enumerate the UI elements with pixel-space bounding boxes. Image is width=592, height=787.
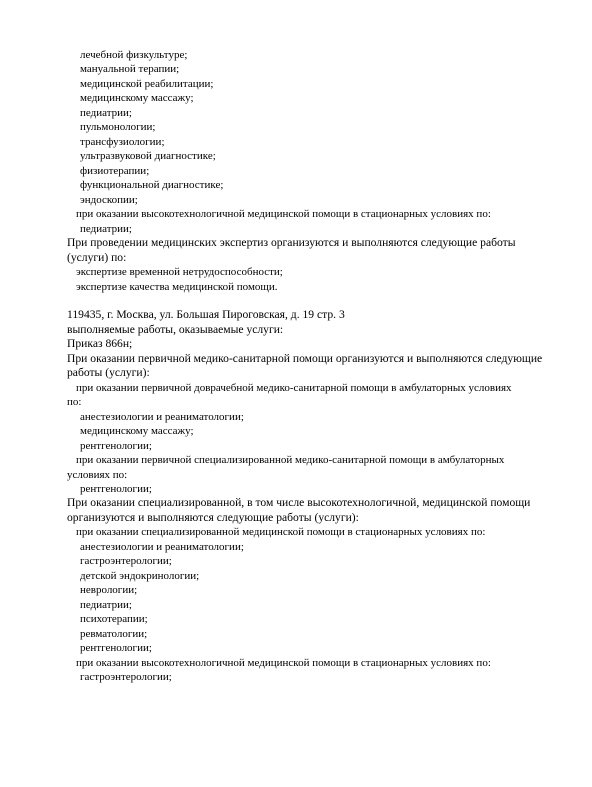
section-heading: при оказании первичной специализированной медико-санитарной помощи в амбулаторных xyxy=(76,454,505,466)
list-item: эндоскопии; xyxy=(80,194,138,206)
list-item: медицинской реабилитации; xyxy=(80,78,214,90)
list-item: ревматологии; xyxy=(80,628,148,640)
list-item: рентгенологии; xyxy=(80,440,152,452)
paragraph-line: (услуги) по: xyxy=(67,251,127,264)
list-item: трансфузиологии; xyxy=(80,136,165,148)
list-item: мануальной терапии; xyxy=(80,63,180,75)
list-item: экспертизе качества медицинской помощи. xyxy=(76,281,278,293)
works-label: выполняемые работы, оказываемые услуги: xyxy=(67,323,284,336)
paragraph-line: При оказании специализированной, в том числе высокотехнологичной, медицинской помощи xyxy=(67,496,531,509)
list-item: функциональной диагностике; xyxy=(80,179,224,191)
section-heading: при оказании специализированной медицинской помощи в стационарных условиях по: xyxy=(76,526,486,538)
section-heading: при оказании высокотехнологичной медицинской помощи в стационарных условиях по: xyxy=(76,208,491,220)
list-item: педиатрии; xyxy=(80,107,132,119)
list-item: детской эндокринологии; xyxy=(80,570,200,582)
paragraph-line: При проведении медицинских экспертиз организуются и выполняются следующие работы xyxy=(67,236,516,249)
paragraph-line: работы (услуги): xyxy=(67,366,150,379)
section-heading: при оказании первичной доврачебной медико-санитарной помощи в амбулаторных условиях xyxy=(76,382,512,394)
section-heading-cont: условиях по: xyxy=(67,469,128,481)
paragraph-line: При оказании первичной медико-санитарной помощи организуются и выполняются следующие xyxy=(67,352,543,365)
paragraph-line: организуются и выполняются следующие работы (услуги): xyxy=(67,511,359,524)
list-item: психотерапии; xyxy=(80,613,148,625)
list-item: педиатрии; xyxy=(80,599,132,611)
order-line: Приказ 866н; xyxy=(67,337,133,350)
list-item: экспертизе временной нетрудоспособности; xyxy=(76,266,283,278)
list-item: педиатрии; xyxy=(80,223,132,235)
section-heading-cont: по: xyxy=(67,396,82,408)
list-item: ультразвуковой диагностике; xyxy=(80,150,216,162)
list-item: физиотерапии; xyxy=(80,165,150,177)
list-item: гастроэнтерологии; xyxy=(80,555,172,567)
list-item: лечебной физкультуре; xyxy=(80,49,188,61)
list-item: медицинскому массажу; xyxy=(80,92,194,104)
address-line: 119435, г. Москва, ул. Большая Пироговская, д. 19 стр. 3 xyxy=(67,308,345,321)
list-item: пульмонологии; xyxy=(80,121,156,133)
list-item: анестезиологии и реаниматологии; xyxy=(80,411,244,423)
list-item: анестезиологии и реаниматологии; xyxy=(80,541,244,553)
list-item: рентгенологии; xyxy=(80,483,152,495)
section-heading: при оказании высокотехнологичной медицинской помощи в стационарных условиях по: xyxy=(76,657,491,669)
list-item: медицинскому массажу; xyxy=(80,425,194,437)
list-item: гастроэнтерологии; xyxy=(80,671,172,683)
list-item: неврологии; xyxy=(80,584,138,596)
list-item: рентгенологии; xyxy=(80,642,152,654)
